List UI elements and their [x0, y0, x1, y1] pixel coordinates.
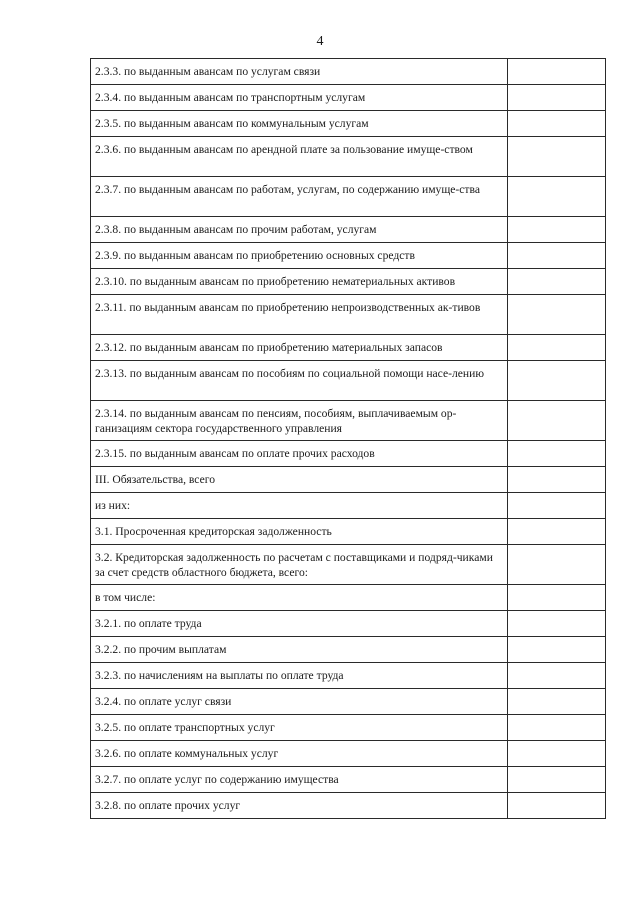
row-value [507, 335, 605, 361]
row-label: 2.3.10. по выданным авансам по приобретению нематериальных активов [91, 269, 508, 295]
row-label: 2.3.5. по выданным авансам по коммунальным услугам [91, 111, 508, 137]
row-value [507, 243, 605, 269]
row-value [507, 493, 605, 519]
row-value [507, 467, 605, 493]
row-label: 2.3.9. по выданным авансам по приобретению основных средств [91, 243, 508, 269]
row-value [507, 545, 605, 585]
row-label: 2.3.11. по выданным авансам по приобретению непроизводственных ак-тивов [91, 295, 508, 335]
row-value [507, 269, 605, 295]
row-value [507, 519, 605, 545]
table-row [91, 663, 606, 689]
table-row [91, 493, 606, 519]
table-row [91, 111, 606, 137]
row-label: 2.3.7. по выданным авансам по работам, услугам, по содержанию имуще-ства [91, 177, 508, 217]
table-row [91, 467, 606, 493]
row-label: 2.3.13. по выданным авансам по пособиям по социальной помощи насе-лению [91, 361, 508, 401]
row-label: 3.1. Просроченная кредиторская задолженность [91, 519, 508, 545]
row-label: 2.3.15. по выданным авансам по оплате прочих расходов [91, 441, 508, 467]
table-row [91, 715, 606, 741]
page-number: 4 [316, 34, 324, 49]
row-value [507, 217, 605, 243]
row-value [507, 793, 605, 819]
table-row [91, 269, 606, 295]
row-label: 2.3.4. по выданным авансам по транспортным услугам [91, 85, 508, 111]
row-label: из них: [91, 493, 508, 519]
row-label: 3.2.4. по оплате услуг связи [91, 689, 508, 715]
row-label: 3.2.3. по начислениям на выплаты по оплате труда [91, 663, 508, 689]
row-label: 3.2.2. по прочим выплатам [91, 637, 508, 663]
row-value [507, 111, 605, 137]
row-label: в том числе: [91, 585, 508, 611]
row-label: 3.2.7. по оплате услуг по содержанию имущества [91, 767, 508, 793]
row-value [507, 137, 605, 177]
table-row [91, 441, 606, 467]
table-row [91, 519, 606, 545]
table-row [91, 59, 606, 85]
report-table [90, 58, 606, 819]
table-row [91, 137, 606, 177]
row-value [507, 59, 605, 85]
row-value [507, 361, 605, 401]
table-row [91, 217, 606, 243]
table-row [91, 361, 606, 401]
row-label: 3.2.8. по оплате прочих услуг [91, 793, 508, 819]
table-row [91, 85, 606, 111]
row-label: 2.3.8. по выданным авансам по прочим работам, услугам [91, 217, 508, 243]
row-label: 3.2.6. по оплате коммунальных услуг [91, 741, 508, 767]
row-value [507, 715, 605, 741]
row-label: 2.3.3. по выданным авансам по услугам связи [91, 59, 508, 85]
table-row [91, 767, 606, 793]
table-row [91, 585, 606, 611]
row-value [507, 663, 605, 689]
table-row [91, 611, 606, 637]
row-value [507, 401, 605, 441]
table-row [91, 243, 606, 269]
report-table-body [91, 59, 606, 819]
table-row [91, 741, 606, 767]
table-row [91, 545, 606, 585]
row-value [507, 85, 605, 111]
row-value [507, 741, 605, 767]
row-value [507, 767, 605, 793]
table-row [91, 295, 606, 335]
row-label: 2.3.14. по выданным авансам по пенсиям, пособиям, выплачиваемым ор-ганизациям сектора государственного управления [91, 401, 508, 441]
table-row [91, 793, 606, 819]
row-label: 3.2.5. по оплате транспортных услуг [91, 715, 508, 741]
row-value [507, 177, 605, 217]
row-value [507, 637, 605, 663]
table-row [91, 177, 606, 217]
table-row [91, 689, 606, 715]
table-row [91, 335, 606, 361]
row-value [507, 295, 605, 335]
row-value [507, 441, 605, 467]
row-label: III. Обязательства, всего [91, 467, 508, 493]
table-row [91, 637, 606, 663]
row-label: 2.3.6. по выданным авансам по арендной плате за пользование имуще-ством [91, 137, 508, 177]
row-value [507, 689, 605, 715]
row-value [507, 611, 605, 637]
row-label: 2.3.12. по выданным авансам по приобретению материальных запасов [91, 335, 508, 361]
row-label: 3.2.1. по оплате труда [91, 611, 508, 637]
row-value [507, 585, 605, 611]
row-label: 3.2. Кредиторская задолженность по расчетам с поставщиками и подряд-чиками за счет средств областного бюджета, всего: [91, 545, 508, 585]
table-row [91, 401, 606, 441]
